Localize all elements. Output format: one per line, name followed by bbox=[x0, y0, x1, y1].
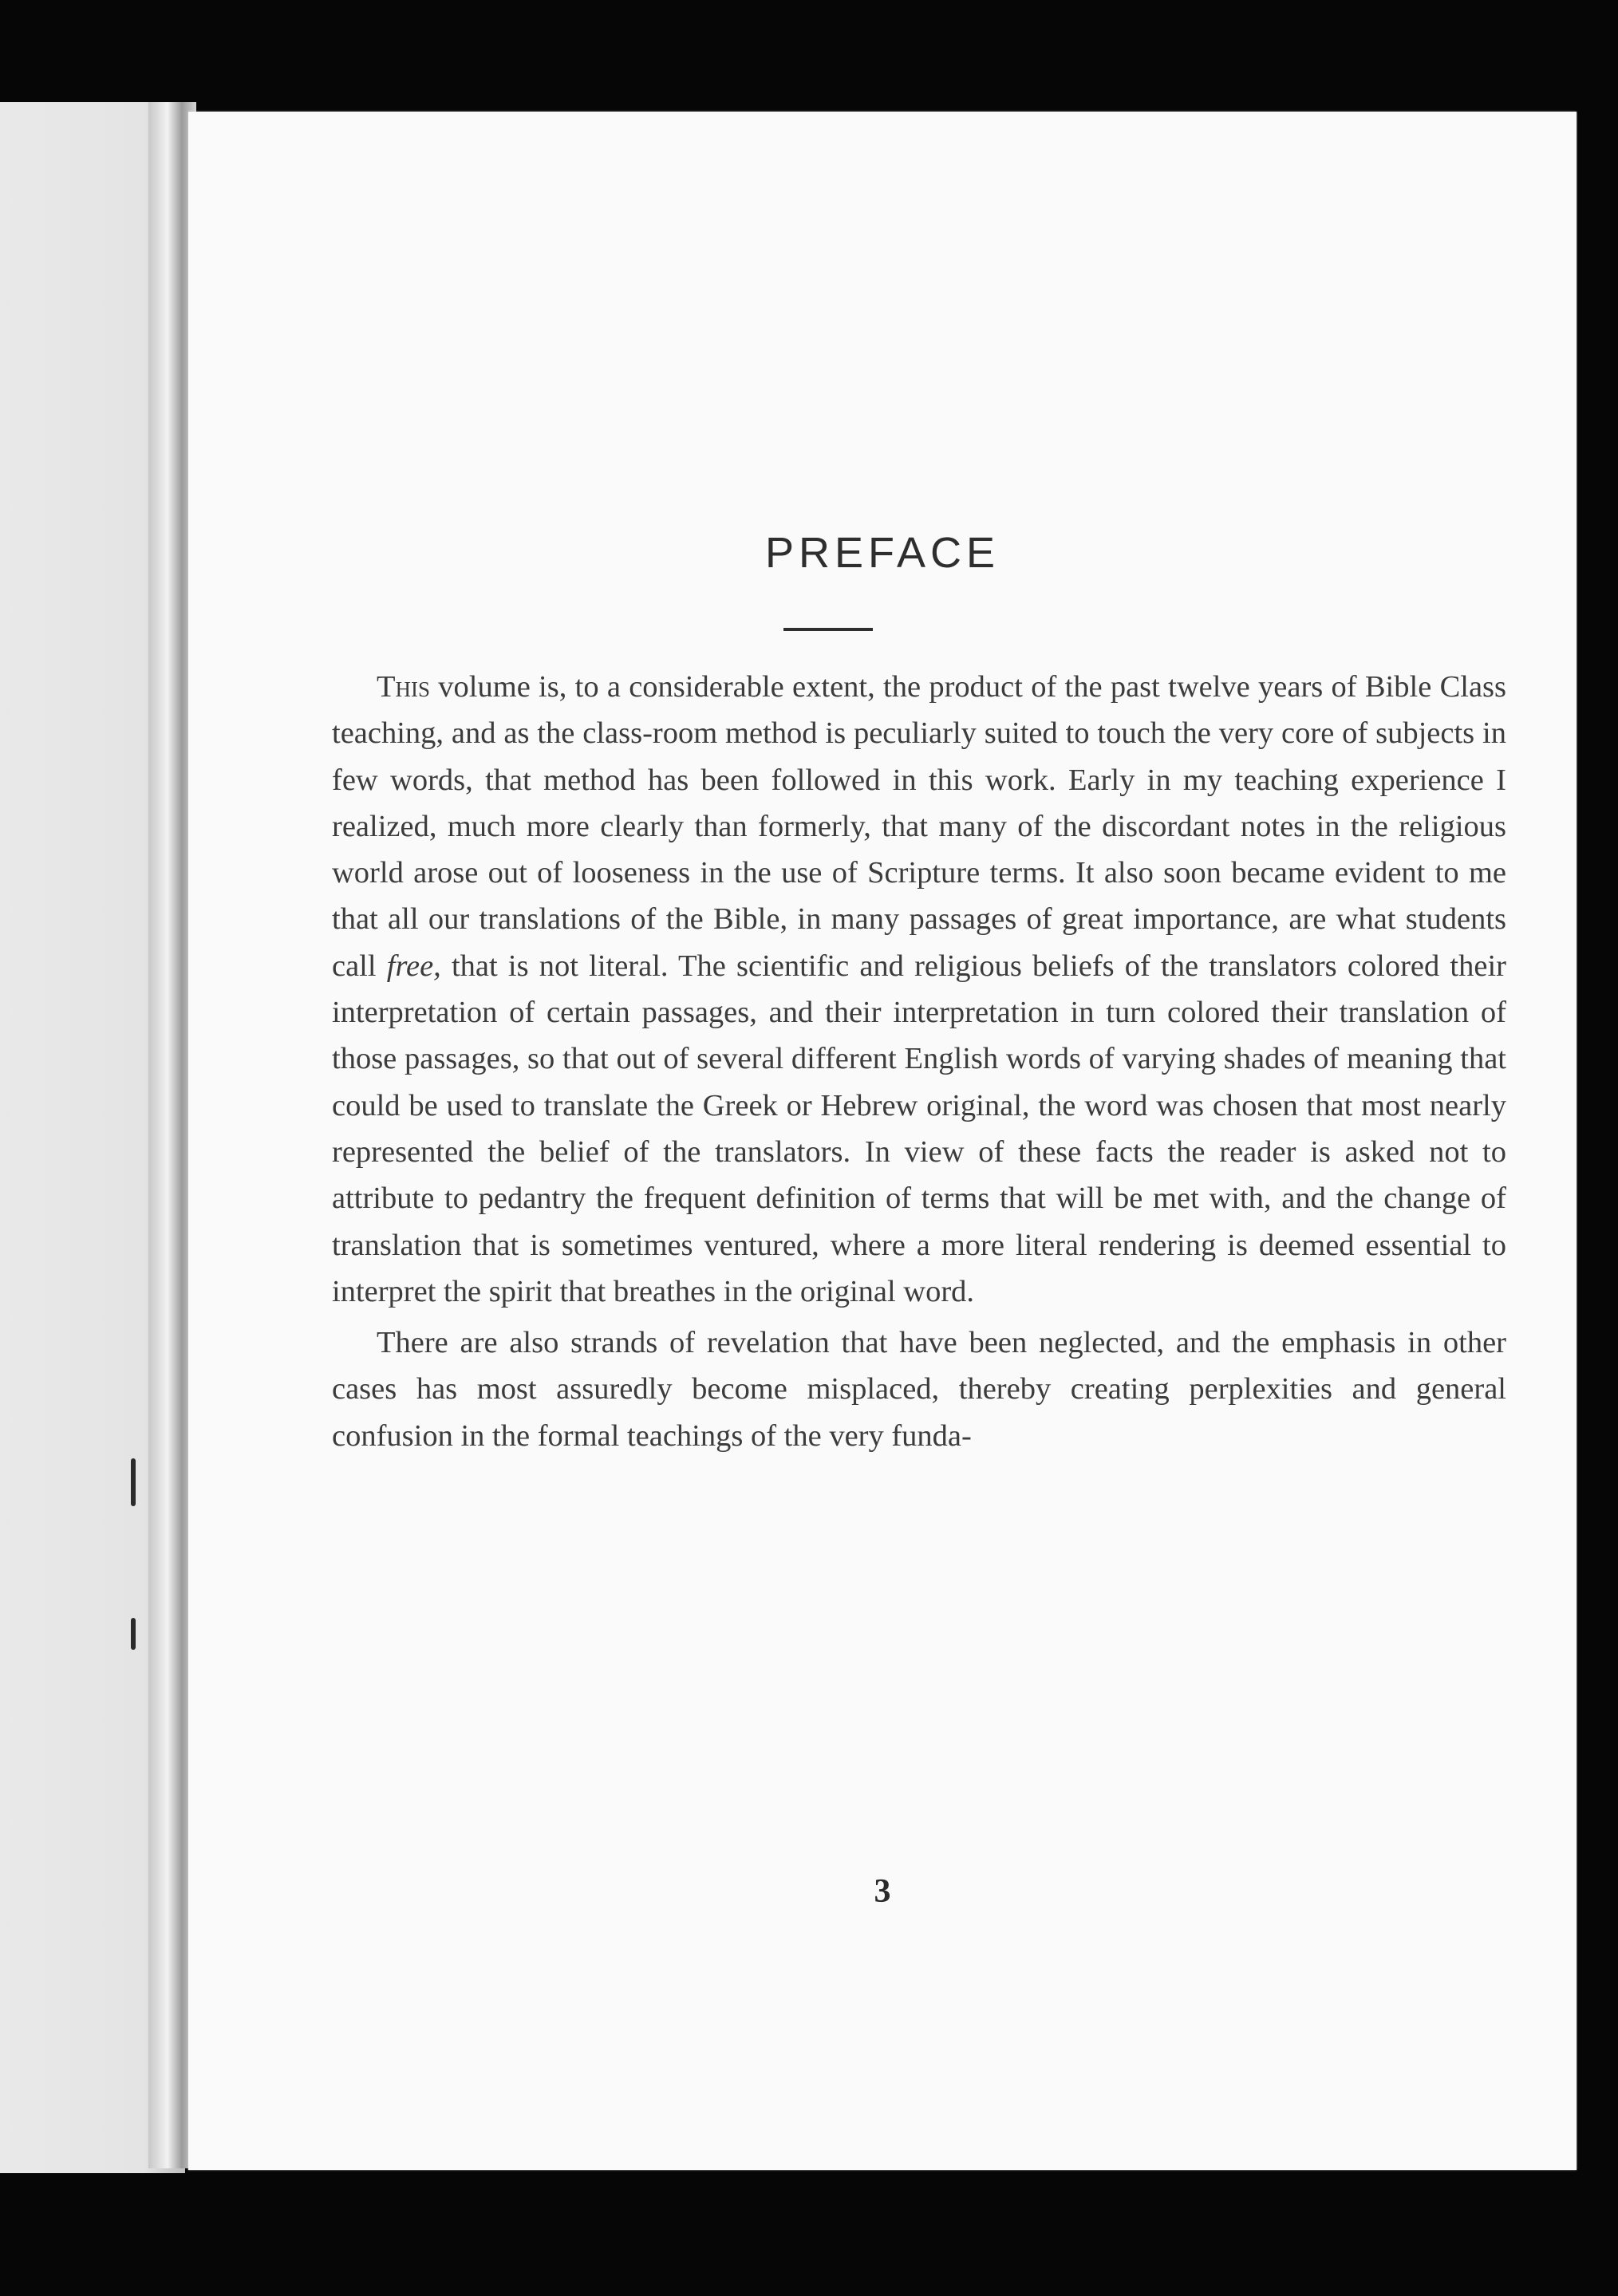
book-page bbox=[188, 112, 1577, 2170]
page-title: PREFACE bbox=[764, 529, 1000, 577]
paragraph-1-text-continued: that is not literal. The scientific and religious beliefs of the translators colored their interpretation of certain passages, and their interpretation in turn colored their translation of those passages, so that out of several different English words of varying shades of meaning that could be used to translate the Greek or Hebrew original, the word was chosen that most nearly represented the belief of the translators. In view of these facts the reader is asked not to attribute to pedantry the frequent definition of terms that will be met with, and the change of translation that is sometimes ventured, where a more literal rendering is deemed essential to interpret the spirit that breathes in the original word. bbox=[332, 949, 1506, 1308]
page-edge-mark bbox=[131, 1618, 136, 1650]
paragraph-1-text: volume is, to a considerable extent, the product of the past twelve years of Bible Class teaching, and as the class-room method is peculiarly suited to touch the very core of subjects in few words, that method has been followed in this work. Early in my teaching experience I realized, much more clearly than formerly, that many of the discordant notes in the religious world arose out of looseness in the use of Scripture terms. It also soon became evident to me that all our translations of the Bible, in many passages of great importance, are what students call bbox=[332, 670, 1506, 983]
paragraph-1 bbox=[332, 664, 1506, 1315]
paragraph-1-emphasis: free, bbox=[386, 949, 441, 983]
preface-body bbox=[332, 664, 1506, 1459]
page-number: 3 bbox=[874, 1873, 891, 1910]
paragraph-1-lead: This bbox=[377, 670, 431, 704]
paragraph-2: There are also strands of revelation that have been neglected, and the emphasis in other cases has most assuredly become misplaced, thereby creating perplexities and general confusion in the formal teachings of the very funda- bbox=[332, 1326, 1506, 1453]
title-rule bbox=[783, 628, 873, 631]
page-edge-mark bbox=[131, 1458, 136, 1506]
